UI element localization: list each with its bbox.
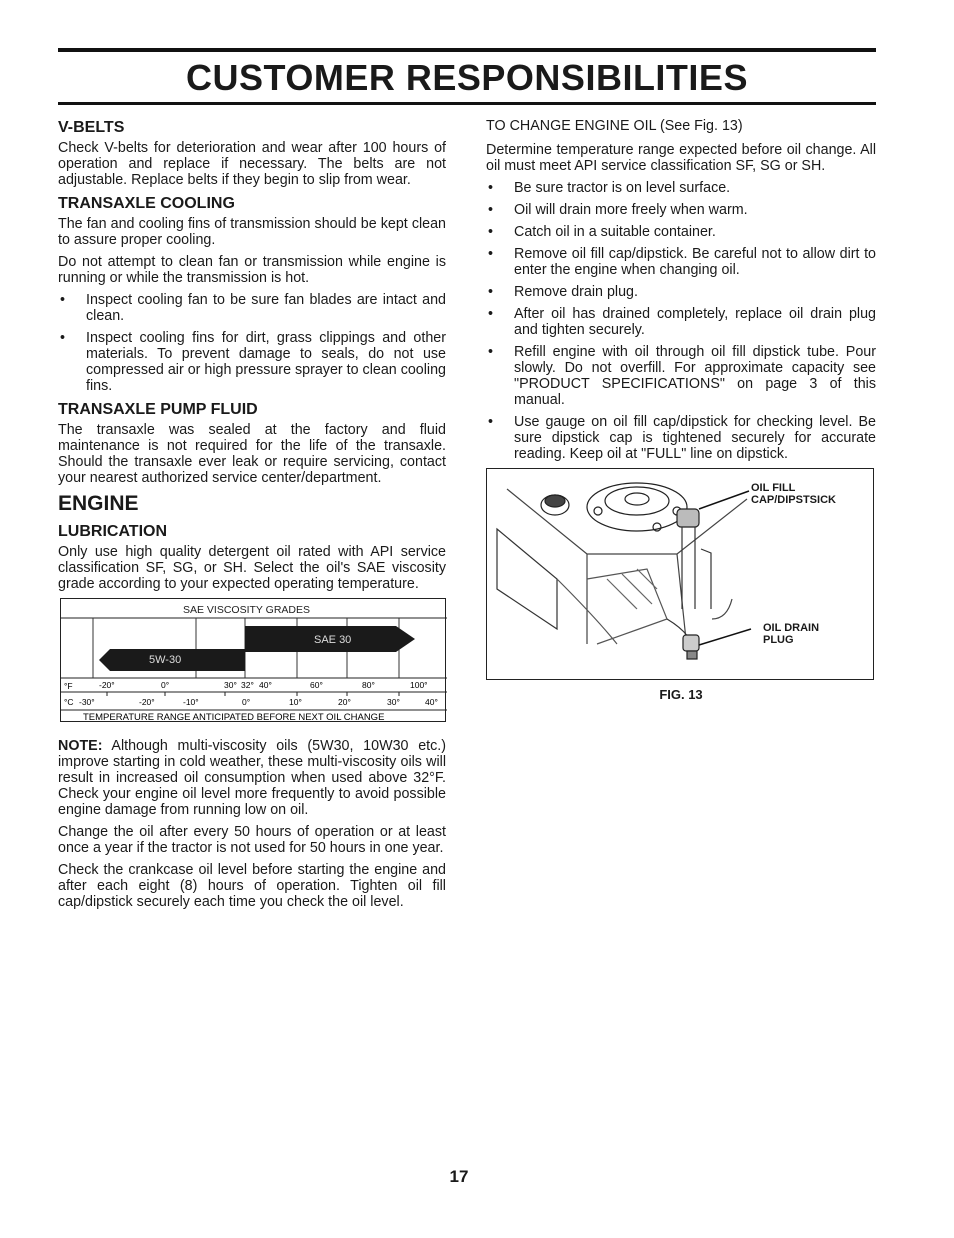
oil-fill-label-1: OIL FILL [751,482,796,494]
list-item: • Remove oil fill cap/dipstick. Be careful not to allow dirt to enter the engine when changing oil. [486,246,876,278]
c-tick: -20° [139,697,155,707]
page-number: 17 [449,1167,469,1186]
figure-caption: FIG. 13 [659,687,703,702]
c-tick: 0° [242,697,251,707]
change-oil-intro: Determine temperature range expected before oil change. All oil must meet API service classification SF, SG or SH. [486,142,876,174]
oil-drain-label-2: PLUG [763,634,794,646]
f-tick: -20° [99,680,115,690]
transaxle-pump-heading: TRANSAXLE PUMP FLUID [58,401,258,418]
change-oil-heading: TO CHANGE ENGINE OIL (See Fig. 13) [486,118,743,134]
f-tick: 32° [241,680,254,690]
transaxle-cooling-p2: Do not attempt to clean fan or transmission while engine is running or while the transmission is hot. [58,254,446,286]
oil-drain-label-1: OIL DRAIN [763,622,820,634]
change-oil-steps [486,180,876,462]
header-rule-top [58,48,876,52]
engine-heading: ENGINE [58,492,139,515]
header-rule-bottom [58,102,876,105]
oil-fill-callout [751,482,836,506]
right-column [486,118,876,703]
list-item: • Inspect cooling fins for dirt, grass clippings and other materials. To prevent damage to seals, do not use compressed air or high pressure sprayer to clean cooling fins. [58,330,446,394]
list-item: • Oil will drain more freely when warm. [486,202,876,218]
c-unit: °C [64,697,74,707]
list-item: • After oil has drained completely, replace oil drain plug and tighten securely. [486,306,876,338]
sae30-label: SAE 30 [314,634,352,646]
f-tick: 100° [410,680,428,690]
list-item: • Inspect cooling fan to be sure fan blades are intact and clean. [58,292,446,324]
list-item: • Catch oil in a suitable container. [486,224,876,240]
vbelts-heading: V-BELTS [58,119,125,136]
c-tick: 30° [387,697,400,707]
c-tick: 40° [425,697,438,707]
note-body: Although multi-viscosity oils (5W30, 10W30 etc.) improve starting in cold weather, these multi-viscosity oils will result in increased oil consumption when used above 32°F. Check your engine oil level more frequently to avoid possible engine damage from running low on oil. [58,738,446,818]
oil-drain-callout [763,622,819,646]
note-paragraph [58,738,446,818]
f-tick: 60° [310,680,323,690]
f-tick: 80° [362,680,375,690]
oil-fill-label-2: CAP/DIPSTSICK [751,494,836,506]
chart-title: SAE VISCOSITY GRADES [183,604,311,616]
list-item: • Use gauge on oil fill cap/dipstick for checking level. Be sure dipstick cap is tightened securely for accurate reading. Keep oil at "FULL" line on dipstick. [486,414,876,462]
transaxle-cooling-list [58,292,446,394]
f-unit: °F [64,681,73,691]
figure-13 [486,468,874,680]
viscosity-chart-graphic [61,599,447,723]
f-tick: 0° [161,680,170,690]
5w30-label: 5W-30 [149,654,182,666]
list-item: • Remove drain plug. [486,284,876,300]
c-tick: -10° [183,697,199,707]
lubrication-body: Only use high quality detergent oil rated with API service classification SF, SG, or SH. Select the oil's SAE viscosity grade according to your expected operating temperature. [58,544,446,592]
c-tick: 20° [338,697,351,707]
lubrication-heading: LUBRICATION [58,523,168,540]
transaxle-cooling-heading: TRANSAXLE COOLING [58,195,235,212]
f-tick: 30° [224,680,237,690]
f-tick: 40° [259,680,272,690]
note-label: NOTE: [58,738,103,754]
vbelts-body: Check V-belts for deterioration and wear after 100 hours of operation and replace if necessary. The belts are not adjustable. Replace belts if they begin to slip from wear. [58,140,446,188]
list-item: • Be sure tractor is on level surface. [486,180,876,196]
c-tick: -30° [79,697,95,707]
sae-viscosity-chart [60,598,446,722]
chart-footer: TEMPERATURE RANGE ANTICIPATED BEFORE NEXT OIL CHANGE [83,712,385,723]
transaxle-cooling-p1: The fan and cooling fins of transmission should be kept clean to assure proper cooling. [58,216,446,248]
oil-check-interval: Check the crankcase oil level before starting the engine and after each eight (8) hours of operation. Tighten oil fill cap/dipstick securely each time you check the oil level. [58,862,446,910]
transaxle-pump-body: The transaxle was sealed at the factory and fluid maintenance is not required for the life of the transaxle. Should the transaxle ever leak or require servicing, contact your nearest authorized service center/department. [58,422,446,486]
page-title: CUSTOMER RESPONSIBILITIES [186,57,748,98]
c-tick: 10° [289,697,302,707]
oil-change-interval: Change the oil after every 50 hours of operation or at least once a year if the tractor is not used for 50 hours in one year. [58,824,446,856]
list-item: • Refill engine with oil through oil fill dipstick tube. Pour slowly. Do not overfill. For approximate capacity see "PRODUCT SPECIFICATIONS" on page 3 of this manual. [486,344,876,408]
left-column [58,118,446,916]
